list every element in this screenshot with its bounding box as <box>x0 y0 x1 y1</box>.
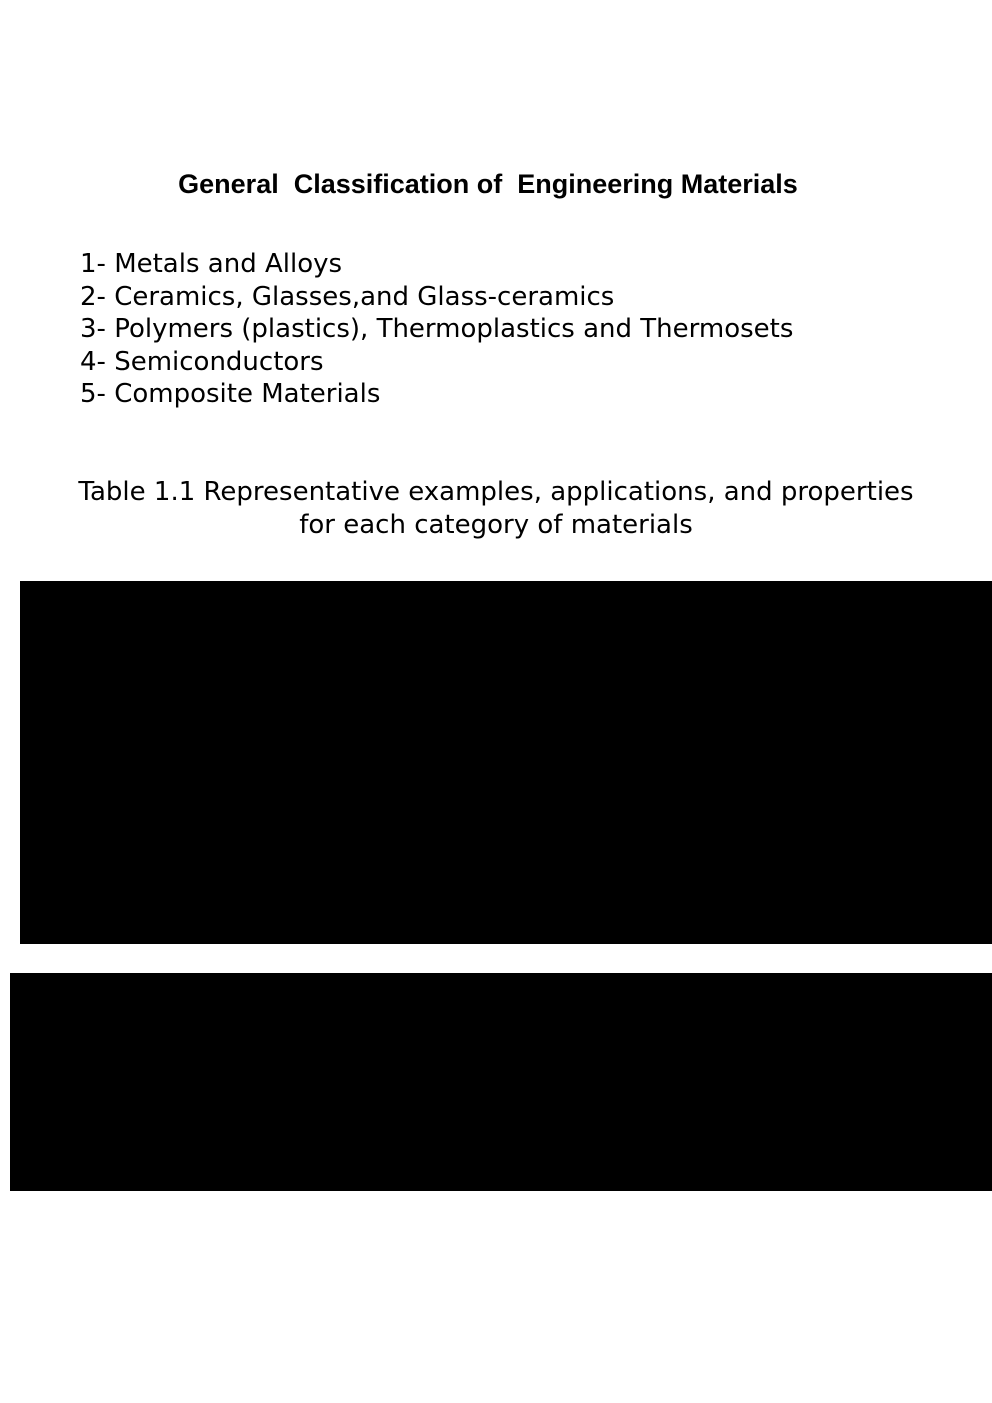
table-caption-line: for each category of materials <box>299 510 693 540</box>
page-title: General Classification of Engineering Materials <box>178 169 798 199</box>
redacted-table-image <box>20 581 992 944</box>
list-item: 5- Composite Materials <box>80 379 381 409</box>
list-item: 1- Metals and Alloys <box>80 249 343 279</box>
table-caption <box>0 476 992 542</box>
list-item: 4- Semiconductors <box>80 346 324 377</box>
table-caption-line: Table 1.1 Representative examples, applications, and properties <box>78 477 914 507</box>
redacted-table-image <box>10 973 992 1191</box>
classification-list <box>80 248 793 411</box>
list-item: 3- Polymers (plastics), Thermoplastics and Thermosets <box>80 314 794 344</box>
list-item: 2- Ceramics, Glasses,and Glass-ceramics <box>80 281 615 312</box>
